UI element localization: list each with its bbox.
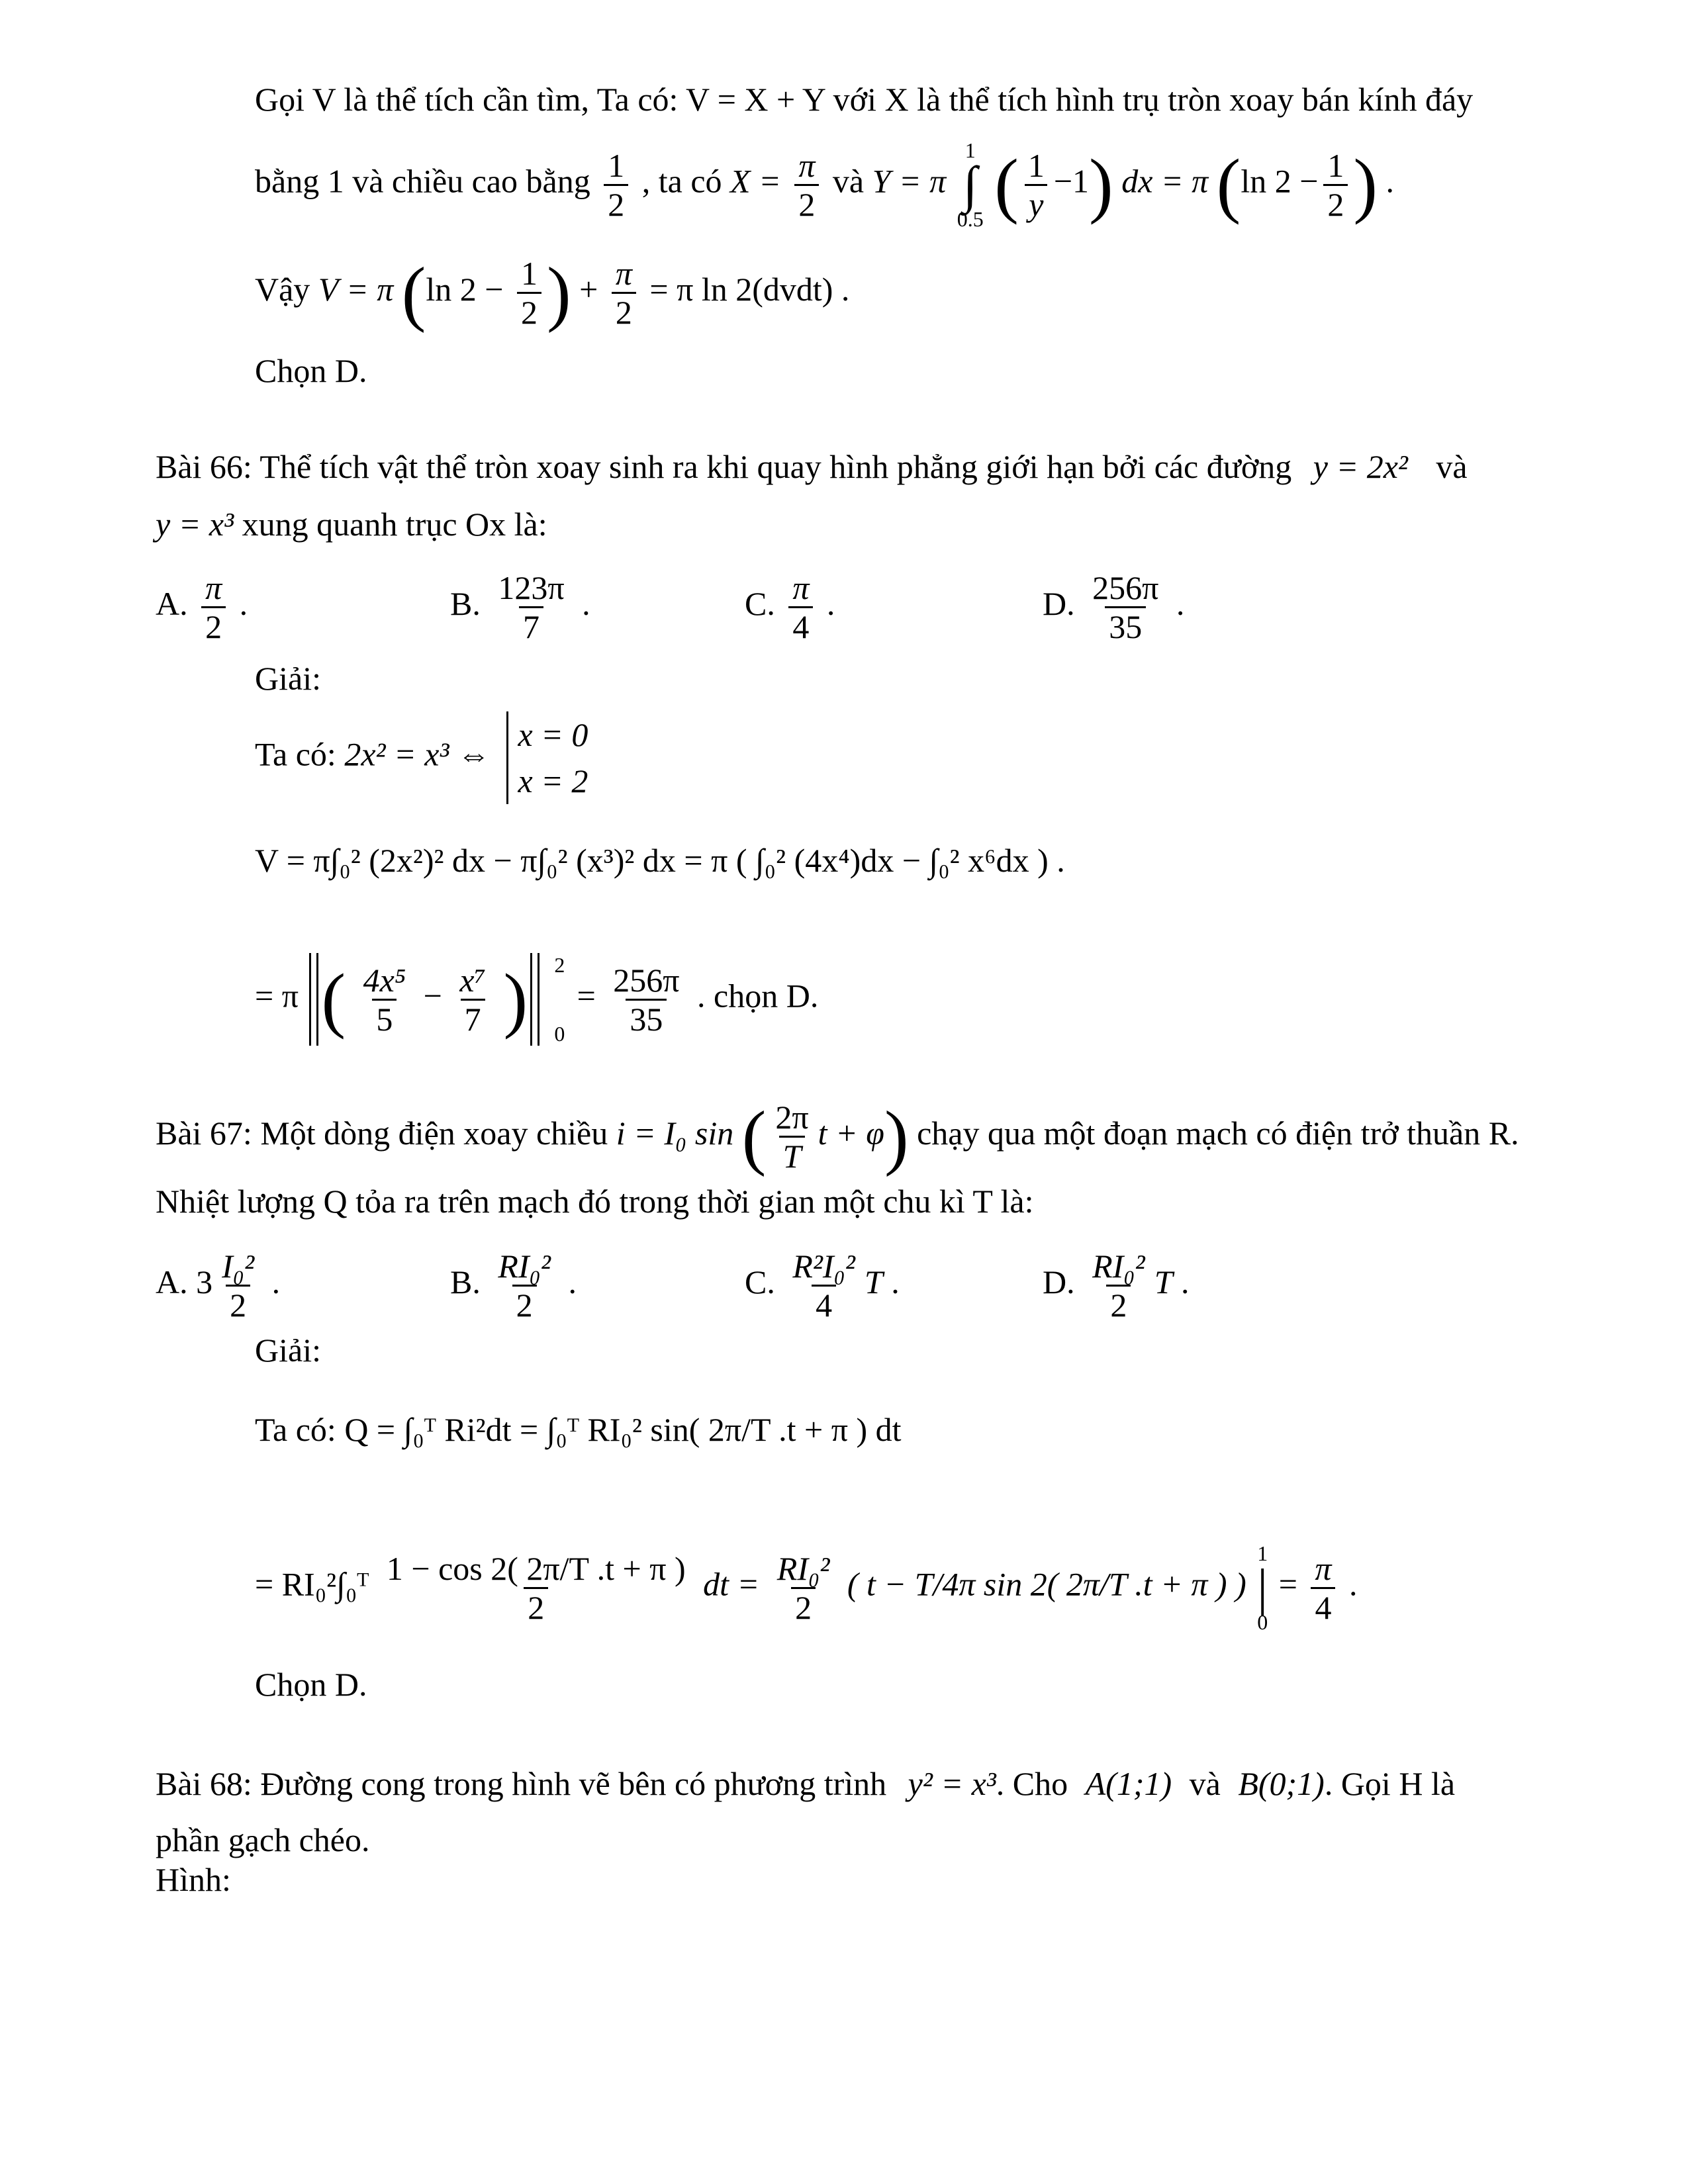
line2-mid: , ta có — [641, 162, 722, 200]
curve-2: y = x³ — [156, 506, 234, 543]
q66-line-2: y = x³ xung quanh trục Ox là: — [156, 506, 547, 543]
pi-half-fraction: $\frac{\pi}{2}$ — [794, 147, 819, 223]
v-rest: = π ln 2(dvdt) . — [649, 270, 850, 308]
q66-option-a: A. $\frac{\pi}{2}$ . — [156, 569, 248, 645]
q66-volume-integral: V = π∫₀² (2x²)² dx − π∫₀² (x³)² dx = π ( ∫₀² (4x⁴)dx − ∫₀² x⁶dx ) . — [255, 842, 1065, 879]
q66-equation: Ta có: 2x² = x³ ⇔ x = 0 x = 2 — [255, 711, 588, 804]
q67-line-1: Bài 67: Một dòng điện xoay chiều i = I₀ sin ( $\frac{2\pi}{T}$ t + φ) chạy qua một đoạn mạch có điện trở thuần R. — [156, 1096, 1519, 1177]
solution-line-1: Gọi V là thể tích cần tìm, Ta có: V = X + Y với X là thể tích hình trụ tròn xoay bán kính đáy — [255, 81, 1474, 118]
curve-1: y = 2x² — [1313, 448, 1408, 485]
one-over-y: $\frac{1}{y}$ — [1024, 147, 1049, 223]
q66-option-c: C. $\frac{\pi}{4}$ . — [745, 569, 835, 645]
integral-sign: 1 ∫ 0.5 — [957, 138, 984, 231]
q67-option-b: B. $\frac{\text{RI₀²}}{2}$ . — [450, 1248, 577, 1324]
dx-term: dx = π — [1121, 162, 1209, 200]
q66-option-d: D. $\frac{256\pi}{35}$ . — [1043, 569, 1185, 645]
q66-result: = π ( $\frac{\text{4x⁵}}{5}$ − $\frac{\text{x⁷}}{7}$ ) 2 0 = $\frac{256\pi}{35}$ . chọn D. — [255, 953, 819, 1046]
solution-line-2: bằng 1 và chiều cao bằng $\frac{1}{2}$ , ta có X = $\frac{\pi}{2}$ và Y = π 1 ∫ 0.5 ( $\frac{1}{y}$ −1) dx = π (ln 2 − $\frac{1}{2}$ ) . — [255, 138, 1395, 231]
half-fraction: $\frac{1}{2}$ — [604, 147, 628, 223]
q68-line-2: phần gạch chéo. — [156, 1821, 370, 1858]
q68-line-1: Bài 68: Đường cong trong hình vẽ bên có phương trình y² = x³. Cho A(1;1) và B(0;1). Gọi H là — [156, 1765, 1456, 1802]
q67-line-2: Nhiệt lượng Q tỏa ra trên mạch đó trong thời gian một chu kì T là: — [156, 1183, 1034, 1220]
q67-solve-label: Giải: — [255, 1332, 321, 1369]
q68-line-3: Hình: — [156, 1861, 231, 1898]
v-lhs: V = π — [318, 270, 394, 308]
line3-prefix: Vậy — [255, 270, 310, 308]
solution-line-3: Vậy V = π (ln 2 − $\frac{1}{2}$ ) + $\frac{\pi}{2}$ = π ln 2(dvdt) . — [255, 252, 850, 334]
y-lhs: Y = π — [872, 162, 947, 200]
ln-expr: ln 2 − — [1241, 162, 1319, 200]
q66-option-b: B. $\frac{123\pi}{7}$ . — [450, 569, 590, 645]
roots-bracket: x = 0 x = 2 — [506, 711, 588, 804]
q67-option-c: C. $\frac{\text{R²I₀²}}{4}$ T . — [745, 1248, 900, 1324]
choose-d-2: Chọn D. — [255, 1666, 367, 1703]
q67-option-d: D. $\frac{\text{RI₀²}}{2}$ T . — [1043, 1248, 1190, 1324]
q66-solve-label: Giải: — [255, 660, 321, 697]
q67-heat-result: = RI₀²∫₀ᵀ $\frac{1 - \cos 2( 2\pi/T .t + \pi )}{2}$ dt = $\frac{\text{RI₀²}}{2}$ ( t − T/4π sin 2( 2π/T .t + π ) ) 1 | 0 = $\frac{\pi}{4}$ . — [255, 1541, 1358, 1634]
x-lhs: X = — [730, 162, 781, 200]
q67-heat-integral: Ta có: Q = ∫₀ᵀ Ri²dt = ∫₀ᵀ RI₀² sin( 2π/T .t + π ) dt — [255, 1411, 902, 1448]
q67-option-a: A. 3 $\frac{\text{I₀²}}{2}$ . — [156, 1248, 281, 1324]
line2-prefix: bằng 1 và chiều cao bằng — [255, 162, 590, 200]
choose-d-1: Chọn D. — [255, 352, 367, 389]
q66-line-1: Bài 66: Thể tích vật thể tròn xoay sinh ra khi quay hình phẳng giới hạn bởi các đường y = 2x² và — [156, 448, 1468, 485]
and-word: và — [832, 162, 865, 200]
